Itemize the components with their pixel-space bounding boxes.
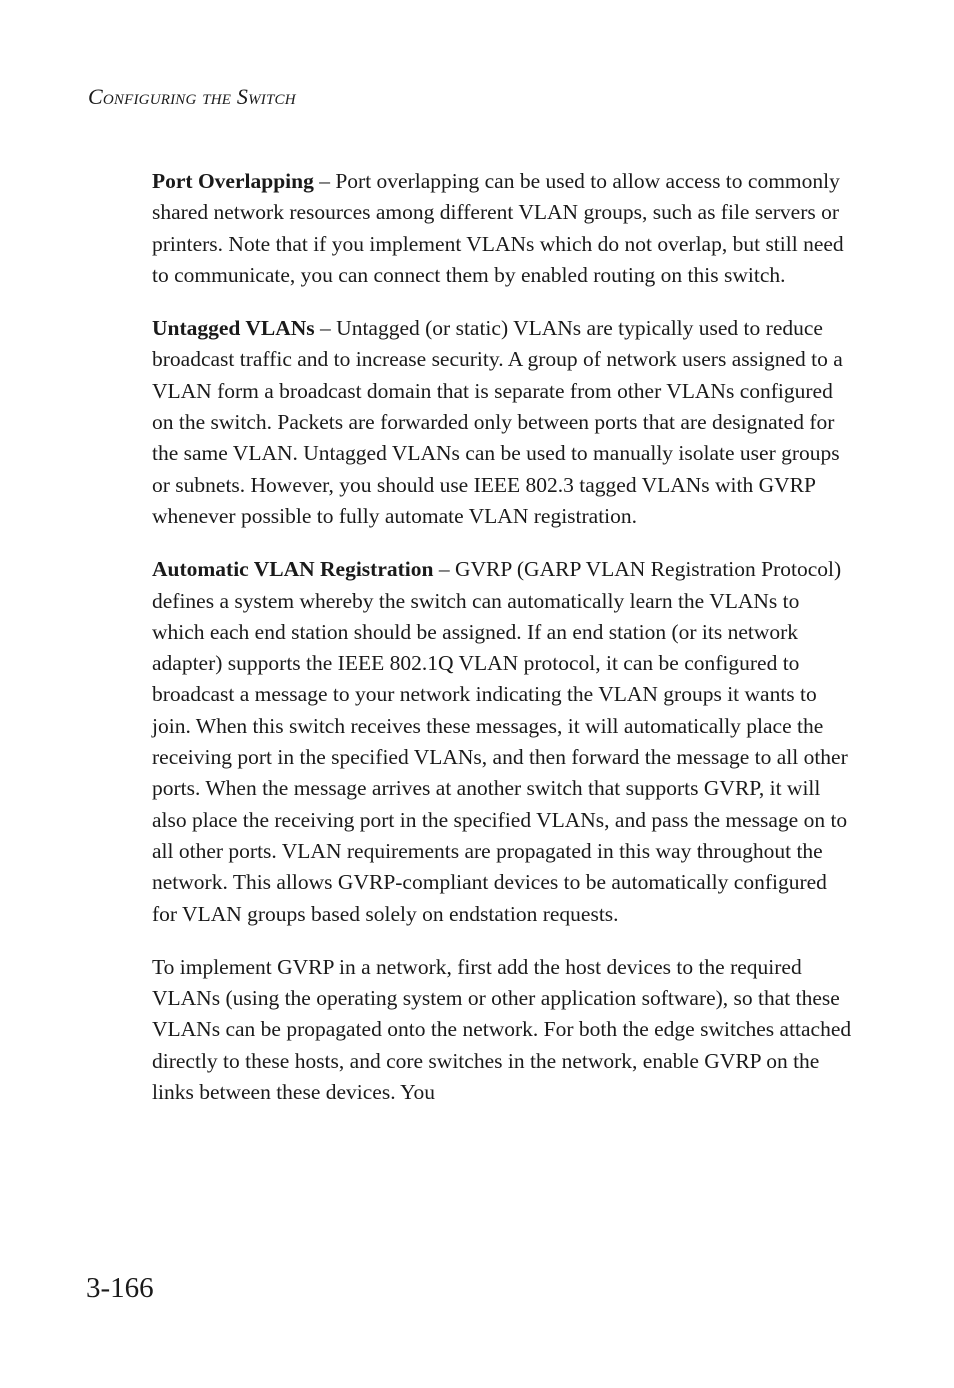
term-untagged-vlans: Untagged VLANs — [152, 316, 315, 341]
page-body — [152, 166, 852, 1130]
paragraph-untagged-vlans — [152, 313, 852, 532]
paragraph-text: – Untagged (or static) VLANs are typically used to reduce broadcast traffic and to increase security. A group of network users assigned to a VLAN form a broadcast domain that is separate from other VLANs configured on the switch. Packets are forwarded only between ports that are designated for the same VLAN. Untagged VLANs can be used to manually isolate user groups or subnets. However, you should use IEEE 802.3 tagged VLANs with GVRP whenever possible to fully automate VLAN registration. — [152, 316, 843, 528]
paragraph-automatic-vlan-registration — [152, 554, 852, 930]
paragraph-implement-gvrp — [152, 952, 852, 1108]
paragraph-text: – GVRP (GARP VLAN Registration Protocol) defines a system whereby the switch can automatically learn the VLANs to which each end station should be assigned. If an end station (or its network adapter) supports the IEEE 802.1Q VLAN protocol, it can be configured to broadcast a message to your network indicating the VLAN groups it wants to join. When this switch receives these messages, it will automatically place the receiving port in the specified VLANs, and then forward the message to all other ports. When the message arrives at another switch that supports GVRP, it will also place the receiving port in the specified VLANs, and pass the message on to all other ports. VLAN requirements are propagated in this way throughout the network. This allows GVRP-compliant devices to be automatically configured for VLAN groups based solely on endstation requests. — [152, 557, 848, 926]
paragraph-text: To implement GVRP in a network, first add the host devices to the required VLANs (using the operating system or other application software), so that these VLANs can be propagated onto the network. For both the edge switches attached directly to these hosts, and core switches in the network, enable GVRP on the links between these devices. You — [152, 954, 852, 1105]
paragraph-port-overlapping — [152, 166, 852, 291]
term-automatic-vlan-registration: Automatic VLAN Registration — [152, 557, 434, 582]
paragraph-text: – Port overlapping can be used to allow access to commonly shared network resources among different VLAN groups, such as file servers or printers. Note that if you implement VLANs which do not overlap, but still need to communicate, you can connect them by enabled routing on this switch. — [152, 169, 844, 287]
running-header: Configuring the Switch — [88, 84, 296, 109]
term-port-overlapping: Port Overlapping — [152, 169, 314, 193]
page-number: 3-166 — [86, 1272, 154, 1304]
